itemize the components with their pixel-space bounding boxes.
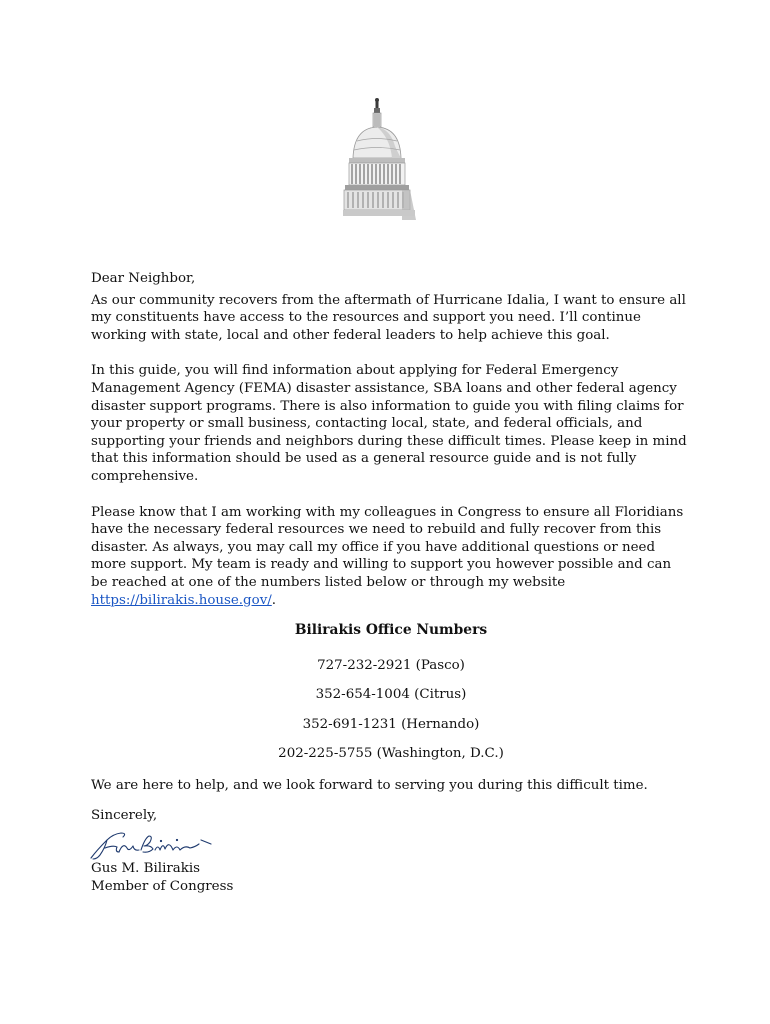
- paragraph-contact-text: Please know that I am working with my colleagues in Congress to ensure all Floridians have the necessary federal resources we need to rebuild and fully recover from this disaster. As always, you may call my office if you have additional questions or need more support. My team is ready and willing to support you however possible and can be reached at one of the numbers listed below or through my website: [91, 504, 684, 590]
- salutation: Dear Neighbor,: [91, 271, 196, 286]
- office-number-hernando: 352-691-1231 (Hernando): [302, 716, 480, 732]
- website-link[interactable]: https://bilirakis.house.gov/: [91, 592, 272, 608]
- signature-image: [87, 828, 217, 864]
- website-suffix: .: [271, 592, 277, 608]
- office-number-citrus: 352-654-1004 (Citrus): [315, 687, 467, 703]
- office-numbers-heading: Bilirakis Office Numbers: [294, 622, 488, 639]
- paragraph-contact: [91, 504, 691, 610]
- letter-body: [91, 270, 691, 895]
- signer-title: Member of Congress: [91, 878, 234, 894]
- paragraph-recovery: As our community recovers from the aftermath of Hurricane Idalia, I want to ensure all my constituents have access to the resources and support you need. I’ll continue working with state, local and other federal leaders to help achieve this goal.: [91, 292, 686, 343]
- office-number-washington: 202-225-5755 (Washington, D.C.): [278, 746, 504, 762]
- closing-line: We are here to help, and we look forward to serving you during this difficult time.: [91, 778, 648, 794]
- valediction: Sincerely,: [91, 807, 158, 823]
- signer-name: Gus M. Bilirakis: [91, 861, 201, 877]
- capitol-dome-icon: [340, 96, 420, 226]
- office-number-pasco: 727-232-2921 (Pasco): [317, 657, 465, 673]
- paragraph-guide: In this guide, you will find information about applying for Federal Emergency Management Agency (FEMA) disaster assistance, SBA loans and other federal agency disaster support programs. There is also information to guide you with filing claims for your property or small business, contacting local, state, and federal officials, and supporting your friends and neighbors during these difficult times. Please keep in mind that this information should be used as a general resource guide and is not fully comprehensive.: [91, 363, 687, 484]
